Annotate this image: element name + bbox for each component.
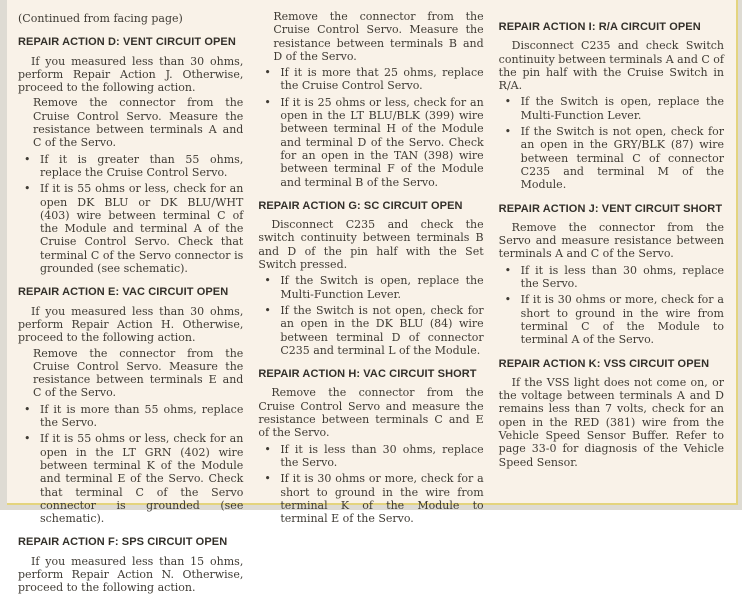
indented-paragraph: Remove the connector from the Cruise Control Servo. Measure the resistance between terminals E and C of the Servo. xyxy=(33,346,244,400)
section-heading: REPAIR ACTION F: SPS CIRCUIT OPEN xyxy=(18,536,228,549)
bullet-item xyxy=(18,182,243,275)
manual-page xyxy=(7,0,738,595)
bullet-icon: • xyxy=(504,263,512,277)
bullet-icon: • xyxy=(504,95,512,109)
bullet-icon: • xyxy=(24,182,31,196)
bullet-icon: • xyxy=(504,293,512,307)
bullet-icon: • xyxy=(264,472,271,486)
continued-note: (Continued from facing page) xyxy=(18,12,183,25)
text-column-3 xyxy=(499,10,724,503)
bullet-text: If it is less than 30 ohms, replace the Servo. xyxy=(280,442,484,469)
bullet-item xyxy=(258,472,483,525)
bullet-item xyxy=(499,125,724,191)
bullet-item xyxy=(499,293,724,346)
bullet-item xyxy=(258,304,483,357)
bullet-text: If it is more that 25 ohms, replace the Cruise Control Servo. xyxy=(280,66,484,93)
bullet-text: If it is 30 ohms or more, check for a short to ground in the wire from terminal K of the Module to terminal E of the Servo. xyxy=(280,472,484,526)
bullet-icon: • xyxy=(264,95,271,109)
section-heading: REPAIR ACTION H: VAC CIRCUIT SHORT xyxy=(258,368,477,381)
bullet-item xyxy=(258,66,483,93)
bullet-text: If the Switch is open, replace the Multi-Function Lever. xyxy=(280,274,484,301)
section-heading: REPAIR ACTION K: VSS CIRCUIT OPEN xyxy=(498,357,710,370)
paragraph: Remove the connector from the Cruise Control Servo and measure the resistance between terminals C and E of the Servo. xyxy=(258,386,484,440)
bullet-text: If it is 30 ohms or more, check for a short to ground in the wire from terminal C of the Module to terminal A of the Servo. xyxy=(520,293,724,347)
section-heading: REPAIR ACTION G: SC CIRCUIT OPEN xyxy=(258,199,463,212)
bullet-icon: • xyxy=(504,125,512,139)
indented-paragraph: Remove the connector from the Cruise Control Servo. Measure the resistance between terminals B and D of the Servo. xyxy=(273,10,484,63)
paragraph: If you measured less than 15 ohms, perform Repair Action N. Otherwise, proceed to the following action. xyxy=(18,554,244,595)
text-column-1 xyxy=(18,10,244,595)
bullet-text: If it is greater than 55 ohms, replace the Cruise Control Servo. xyxy=(40,152,244,179)
columns-container xyxy=(7,0,736,595)
bullet-text: If it is 25 ohms or less, check for an open in the LT BLU/BLK (399) wire between terminal H of the Module and terminal D of the Servo. Check for an open in the TAN (398) wire between terminal F of the Module and terminal B of the Servo. xyxy=(280,95,484,189)
bullet-icon: • xyxy=(264,66,271,80)
bullet-icon: • xyxy=(24,152,31,166)
bullet-icon: • xyxy=(24,432,31,446)
bullet-item xyxy=(258,274,483,301)
bullet-text: If it is 55 ohms or less, check for an open DK BLU or DK BLU/WHT (403) wire between terminal C of the Module and terminal A of the Cruise Control Servo. Check that terminal C of the Servo connector is grounded (see schematic). xyxy=(40,182,244,276)
bullet-text: If the Switch is open, replace the Multi-Function Lever. xyxy=(520,95,724,122)
bullet-icon: • xyxy=(24,402,31,416)
bullet-item xyxy=(258,443,483,470)
paragraph: If you measured less than 30 ohms, perform Repair Action H. Otherwise, proceed to the following action. xyxy=(18,304,244,345)
bullet-icon: • xyxy=(264,274,271,288)
bullet-item xyxy=(18,432,243,525)
bullet-item xyxy=(18,403,243,430)
bullet-item xyxy=(499,95,724,122)
bullet-text: If the Switch is not open, check for an open in the DK BLU (84) wire between terminal D of connector C235 and terminal L of the Module. xyxy=(280,303,484,357)
bullet-text: If it is more than 55 ohms, replace the Servo. xyxy=(40,402,244,430)
bullet-item xyxy=(499,264,724,291)
section-heading: REPAIR ACTION J: VENT CIRCUIT SHORT xyxy=(498,202,723,215)
paragraph: If the VSS light does not come on, or the voltage between terminals A and D remains less than 7 volts, check for an open in the RED (381) wire from the Vehicle Speed Sensor Buffer. Refer to page 33-0 for diagnosis of the Vehicle Speed Sensor. xyxy=(498,375,724,469)
bullet-text: If it is less than 30 ohms, replace the Servo. xyxy=(520,263,724,291)
paragraph: Remove the connector from the Servo and measure resistance between terminals A and C of the Servo. xyxy=(498,220,724,261)
text-column-2 xyxy=(258,10,484,526)
paragraph: If you measured less than 30 ohms, perform Repair Action J. Otherwise, proceed to the following action. xyxy=(18,54,244,95)
paragraph: Disconnect C235 and check the switch continuity between terminals B and D of the pin half with the Set Switch pressed. xyxy=(258,218,484,272)
indented-paragraph: Remove the connector from the Cruise Control Servo. Measure the resistance between terminals A and C of the Servo. xyxy=(33,96,244,150)
section-heading: REPAIR ACTION E: VAC CIRCUIT OPEN xyxy=(18,286,229,299)
bullet-text: If the Switch is not open, check for an open in the GRY/BLK (87) wire between terminal C of connector C235 and terminal M of the Module. xyxy=(520,125,724,192)
section-heading: REPAIR ACTION D: VENT CIRCUIT OPEN xyxy=(18,36,236,49)
section-heading: REPAIR ACTION I: R/A CIRCUIT OPEN xyxy=(498,21,701,33)
bullet-text: If it is 55 ohms or less, check for an open in the LT GRN (402) wire between terminal K of the Module and terminal E of the Servo. Check that terminal C of the Servo connector is grounded (see schematic). xyxy=(40,432,244,526)
bullet-item xyxy=(258,96,483,189)
bullet-icon: • xyxy=(264,442,271,456)
bullet-icon: • xyxy=(264,303,271,317)
paragraph: Disconnect C235 and check Switch continuity between terminals A and C of the pin half with the Cruise Switch in R/A. xyxy=(498,39,724,93)
bullet-item xyxy=(18,153,243,180)
